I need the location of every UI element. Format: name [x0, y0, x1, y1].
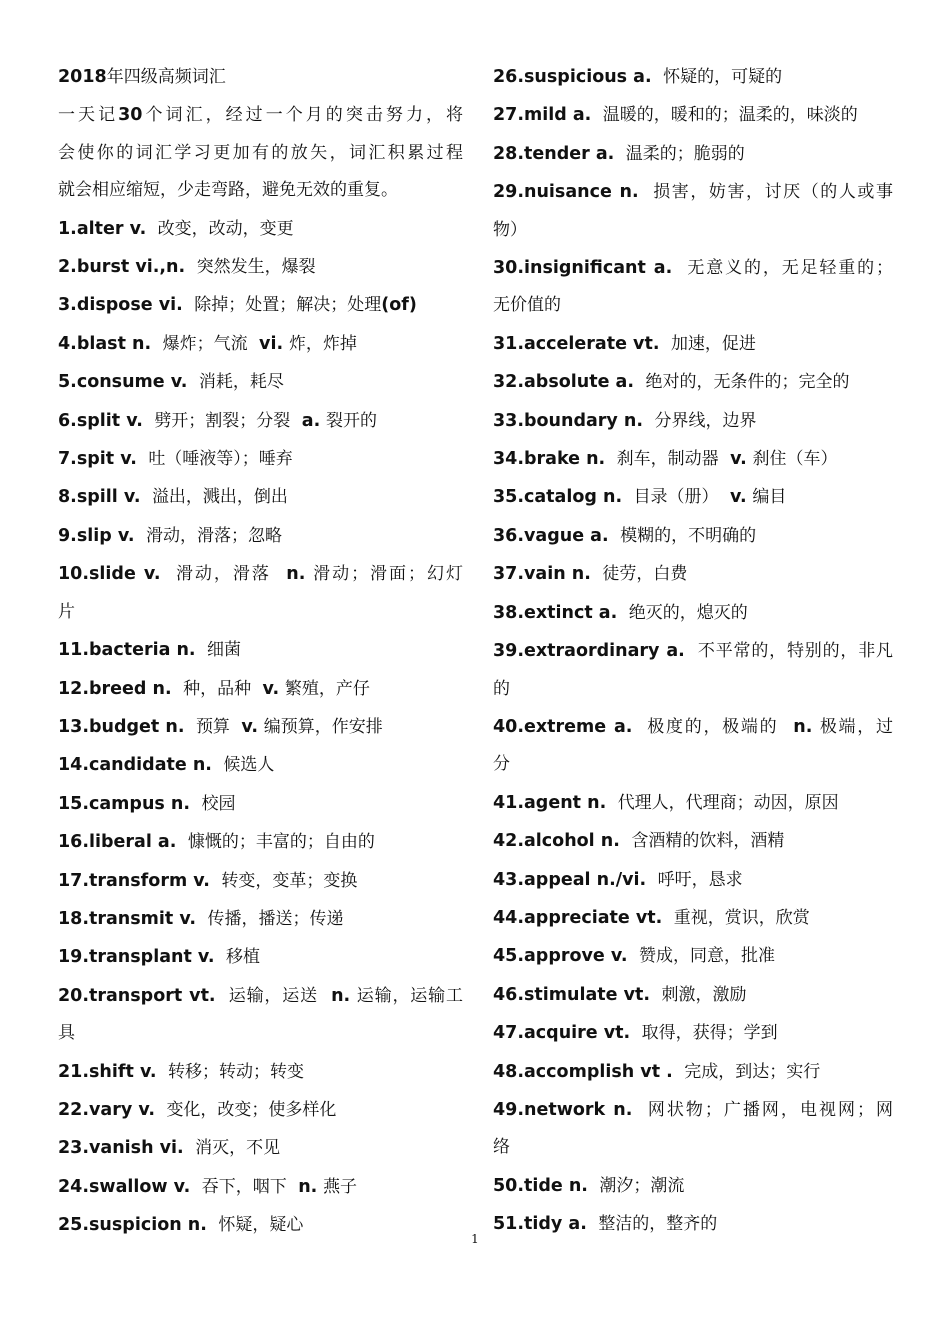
entry-word: 33.boundary n. — [493, 410, 644, 431]
entry-pos: a. — [301, 410, 321, 431]
vocab-entry — [58, 363, 463, 401]
vocab-entry — [493, 899, 893, 937]
vocab-entry — [493, 96, 893, 134]
entry-definition: 候选人 — [223, 755, 275, 776]
entry-word: 13.budget n. — [58, 716, 185, 737]
entry-word: 7.spit v. — [58, 449, 137, 470]
entry-word: 20.transport vt. — [58, 985, 216, 1006]
entry-pos: v. — [730, 449, 747, 470]
entry-definition: 运输，运送 — [228, 985, 318, 1006]
title-year: 2018 — [58, 67, 107, 87]
entry-definition: 吞下，咽下 — [201, 1176, 287, 1197]
vocab-entry — [493, 1167, 893, 1205]
entry-definition: 刺激，激励 — [661, 984, 747, 1005]
vocab-entry — [493, 632, 893, 670]
entry-word: 21.shift v. — [58, 1061, 157, 1082]
entry-word: 1.alter v. — [58, 218, 147, 239]
vocab-entry — [58, 517, 463, 555]
entry-note: (of) — [381, 295, 417, 316]
entry-definition: 刹车，制动器 — [616, 449, 719, 470]
vocab-entry — [493, 1014, 893, 1052]
entry-word: 37.vain n. — [493, 564, 591, 585]
vocab-entry — [493, 1053, 893, 1091]
entry-word: 47.acquire vt. — [493, 1023, 631, 1044]
entry-word: 39.extraordinary a. — [493, 641, 685, 662]
entry-definition: 滑动，滑落；忽略 — [145, 525, 282, 546]
vocab-list-left — [58, 210, 463, 1245]
entry-definition: 传播，播送；传递 — [207, 908, 344, 929]
entry-definition: 种，品种 — [183, 678, 252, 699]
entry-word: 43.appeal n./vi. — [493, 869, 647, 890]
entry-word: 50.tide n. — [493, 1175, 588, 1196]
entry-definition: 不平常的，特别的，非凡 — [697, 641, 894, 662]
vocab-entry — [58, 1053, 463, 1091]
vocab-entry — [493, 58, 893, 96]
page-number: 1 — [471, 1232, 479, 1246]
vocab-entry — [58, 631, 463, 669]
vocab-entry — [58, 248, 463, 286]
vocab-entry — [493, 937, 893, 975]
vocab-entry — [493, 325, 893, 363]
vocab-entry — [58, 286, 463, 324]
entry-word: 24.swallow v. — [58, 1176, 191, 1197]
entry-definition-2: 裂开的 — [325, 410, 377, 431]
entry-definition: 细菌 — [207, 640, 242, 661]
entry-definition: 改变，改动，变更 — [157, 218, 294, 239]
entry-continuation: 络 — [493, 1137, 510, 1158]
entry-word: 4.blast n. — [58, 333, 152, 354]
entry-definition-2: 编目 — [752, 487, 787, 508]
entry-word: 3.dispose vi. — [58, 295, 183, 316]
entry-definition: 模糊的，不明确的 — [620, 525, 757, 546]
entry-word: 41.agent n. — [493, 792, 607, 813]
vocab-entry — [58, 440, 463, 478]
document-title — [58, 58, 463, 96]
entry-definition: 爆炸；气流 — [162, 333, 248, 354]
entry-definition: 转变，变革；变换 — [221, 870, 358, 891]
entry-word: 6.split v. — [58, 410, 143, 431]
entry-definition-2: 编预算，作安排 — [263, 716, 383, 737]
vocab-entry — [58, 670, 463, 708]
entry-continuation: 的 — [493, 678, 510, 699]
entry-word: 51.tidy a. — [493, 1214, 587, 1235]
vocab-entry — [493, 555, 893, 593]
entry-word: 29.nuisance n. — [493, 182, 639, 203]
entry-definition: 无意义的，无足轻重的； — [687, 258, 894, 279]
right-column — [493, 58, 893, 1244]
entry-definition: 加速，促进 — [670, 333, 756, 354]
intro-line-3: 就会相应缩短，少走弯路，避免无效的重复。 — [58, 180, 398, 201]
entry-definition: 吐（唾液等）；唾弃 — [148, 449, 293, 470]
vocab-entry — [493, 594, 893, 632]
vocab-entry — [58, 402, 463, 440]
entry-continuation: 物） — [493, 219, 527, 240]
entry-pos: n. — [286, 564, 306, 585]
vocab-entry — [493, 822, 893, 860]
entry-continuation: 分 — [493, 754, 510, 775]
entry-word: 14.candidate n. — [58, 755, 212, 776]
left-column — [58, 58, 463, 1245]
title-text: 年四级高频词汇 — [106, 67, 226, 87]
entry-continuation: 具 — [58, 1023, 75, 1044]
entry-word: 27.mild a. — [493, 105, 592, 126]
vocab-entry — [58, 785, 463, 823]
entry-definition: 分界线，边界 — [654, 410, 757, 431]
entry-definition: 消耗，耗尽 — [198, 372, 284, 393]
entry-word: 31.accelerate vt. — [493, 333, 660, 354]
entry-word: 25.suspicion n. — [58, 1215, 207, 1236]
entry-definition: 赞成，同意，批准 — [638, 946, 775, 967]
entry-word: 22.vary v. — [58, 1099, 155, 1120]
entry-definition: 徒劳，白费 — [602, 564, 688, 585]
entry-definition: 绝灭的，熄灭的 — [628, 602, 748, 623]
vocab-entry — [58, 900, 463, 938]
vocab-entry — [493, 478, 893, 516]
entry-word: 42.alcohol n. — [493, 831, 620, 852]
vocab-entry — [493, 135, 893, 173]
entry-word: 26.suspicious a. — [493, 67, 652, 87]
entry-word: 15.campus n. — [58, 793, 191, 814]
vocab-entry — [58, 823, 463, 861]
vocab-entry — [493, 249, 893, 287]
vocab-entry — [493, 173, 893, 211]
entry-definition: 慷慨的；丰富的；自由的 — [187, 832, 375, 853]
vocab-entry — [58, 977, 463, 1015]
entry-definition: 温暖的，暖和的；温柔的，味淡的 — [602, 105, 858, 126]
entry-word: 16.liberal a. — [58, 832, 177, 853]
entry-definition-2: 运输，运输工 — [356, 985, 463, 1006]
entry-pos: n. — [331, 985, 351, 1006]
entry-pos: v. — [241, 716, 259, 737]
vocab-entry — [58, 708, 463, 746]
vocab-entry — [58, 938, 463, 976]
entry-word: 10.slide v. — [58, 564, 161, 585]
entry-word: 8.spill v. — [58, 487, 141, 508]
vocab-entry — [493, 402, 893, 440]
entry-pos: v. — [262, 678, 280, 699]
entry-definition: 取得，获得；学到 — [641, 1023, 778, 1044]
entry-definition: 极度的，极端的 — [647, 716, 779, 737]
entry-definition: 除掉；处置；解决；处理 — [194, 295, 382, 316]
entry-pos: n. — [793, 716, 813, 737]
entry-word: 28.tender a. — [493, 143, 615, 164]
entry-word: 17.transform v. — [58, 870, 210, 891]
entry-word: 46.stimulate vt. — [493, 984, 651, 1005]
entry-definition-2: 繁殖，产仔 — [284, 678, 370, 699]
entry-word: 34.brake n. — [493, 449, 606, 470]
entry-definition: 校园 — [201, 793, 236, 814]
vocab-entry — [58, 1091, 463, 1129]
vocab-list-right — [493, 58, 893, 1244]
vocab-entry — [493, 363, 893, 401]
intro-line-2: 会使你的词汇学习更加有的放矢，词汇积累过程 — [58, 142, 463, 163]
entry-definition: 劈开；割裂；分裂 — [154, 410, 291, 431]
entry-definition: 绝对的，无条件的；完全的 — [645, 372, 850, 393]
entry-word: 5.consume v. — [58, 372, 188, 393]
vocab-entry — [58, 210, 463, 248]
entry-word: 38.extinct a. — [493, 602, 618, 623]
entry-definition: 预算 — [195, 716, 230, 737]
entry-definition: 重视，赏识，欣赏 — [673, 907, 810, 928]
entry-word: 48.accomplish vt . — [493, 1061, 673, 1082]
entry-definition: 代理人，代理商；动因，原因 — [617, 792, 839, 813]
intro-text: 个词汇，经过一个月的突击努力，将 — [142, 105, 464, 126]
entry-pos: v. — [730, 487, 747, 508]
entry-definition-2: 燕子 — [323, 1176, 358, 1197]
entry-definition-2: 极端，过 — [819, 716, 893, 737]
intro-number: 30 — [118, 105, 143, 126]
entry-definition-2: 滑动；滑面；幻灯 — [313, 564, 463, 585]
entry-word: 18.transmit v. — [58, 908, 197, 929]
vocab-entry — [493, 708, 893, 746]
entry-definition: 突然发生，爆裂 — [196, 257, 316, 278]
entry-word: 2.burst vi.,n. — [58, 257, 186, 278]
entry-definition: 目录（册） — [633, 487, 719, 508]
vocab-entry — [493, 1091, 893, 1129]
entry-continuation: 片 — [58, 601, 75, 622]
entry-word: 9.slip v. — [58, 525, 135, 546]
intro-line-1 — [58, 96, 463, 134]
entry-definition: 怀疑，疑心 — [218, 1215, 304, 1236]
entry-definition: 溢出，溅出，倒出 — [151, 487, 288, 508]
vocab-entry — [58, 1168, 463, 1206]
vocab-entry — [58, 478, 463, 516]
entry-definition: 潮汐；潮流 — [599, 1175, 685, 1196]
entry-definition: 整洁的，整齐的 — [598, 1214, 718, 1235]
entry-definition: 移植 — [226, 947, 261, 968]
entry-word: 36.vague a. — [493, 525, 609, 546]
vocab-entry — [493, 517, 893, 555]
vocab-entry — [493, 440, 893, 478]
entry-pos: vi. — [259, 333, 284, 354]
entry-definition-2: 刹住（车） — [752, 449, 838, 470]
entry-word: 12.breed n. — [58, 678, 172, 699]
vocab-entry — [493, 976, 893, 1014]
entry-definition-2: 炸，炸掉 — [288, 333, 357, 354]
entry-definition: 温柔的；脆弱的 — [625, 143, 745, 164]
entry-word: 35.catalog n. — [493, 487, 623, 508]
entry-continuation: 无价值的 — [493, 295, 561, 316]
entry-word: 49.network n. — [493, 1099, 633, 1120]
entry-word: 19.transplant v. — [58, 947, 215, 968]
entry-definition: 滑动，滑落 — [175, 564, 271, 585]
entry-word: 40.extreme a. — [493, 716, 633, 737]
entry-definition: 完成，到达；实行 — [684, 1061, 821, 1082]
vocab-entry — [58, 746, 463, 784]
entry-word: 30.insignificant a. — [493, 258, 673, 279]
vocab-entry — [493, 784, 893, 822]
entry-word: 44.appreciate vt. — [493, 907, 663, 928]
entry-word: 45.approve v. — [493, 946, 628, 967]
entry-definition: 变化，改变；使多样化 — [166, 1099, 337, 1120]
entry-pos: n. — [298, 1176, 318, 1197]
vocab-entry — [58, 325, 463, 363]
entry-word: 32.absolute a. — [493, 372, 635, 393]
entry-definition: 含酒精的饮料，酒精 — [631, 831, 785, 852]
vocab-entry — [58, 555, 463, 593]
entry-definition: 转移；转动；转变 — [168, 1061, 305, 1082]
vocab-entry — [58, 1129, 463, 1167]
entry-word: 23.vanish vi. — [58, 1138, 184, 1159]
entry-definition: 网状物；广播网，电视网；网 — [647, 1099, 893, 1120]
entry-definition: 损害，妨害，讨厌（的人或事 — [653, 182, 893, 203]
entry-definition: 呼吁，恳求 — [657, 869, 743, 890]
entry-definition: 消灭，不见 — [195, 1138, 281, 1159]
vocab-entry — [58, 862, 463, 900]
intro-text: 一天记 — [58, 105, 119, 126]
entry-word: 11.bacteria n. — [58, 640, 196, 661]
entry-definition: 怀疑的，可疑的 — [663, 67, 783, 87]
vocab-entry — [493, 861, 893, 899]
